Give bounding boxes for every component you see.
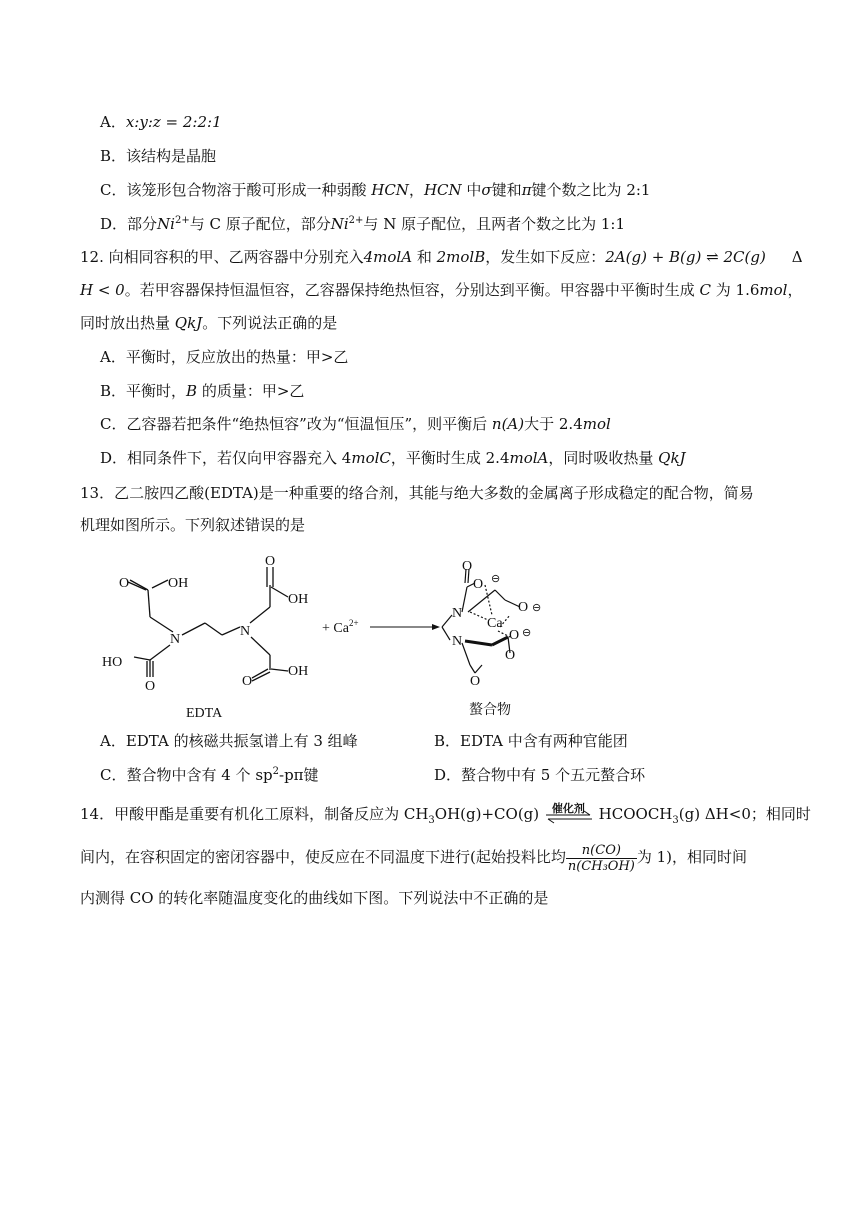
chelate-n-2: N xyxy=(452,634,463,649)
chelate-o-6: O xyxy=(470,674,481,689)
edta-label: EDTA xyxy=(186,706,223,721)
chelate-label: 螯合物 xyxy=(469,703,511,718)
charge-minus-icon: ⊖ xyxy=(522,627,532,639)
chelate-ca: Ca xyxy=(487,616,503,631)
q13-stem-line1: 13．乙二胺四乙酸(EDTA)是一种重要的络合剂，其能与绝大多数的金属离子形成稳定的配合物，简易 xyxy=(80,484,754,502)
q13-option-a: A．EDTA 的核磁共振氢谱上有 3 组峰 xyxy=(100,732,358,750)
catalyst-equilibrium-arrow: 催化剂 xyxy=(544,804,594,826)
charge-minus-icon: ⊖ xyxy=(491,573,501,585)
q11-option-b: B．该结构是晶胞 xyxy=(100,147,217,165)
q11-option-c: C．该笼形包合物溶于酸可形成一种弱酸 HCN，HCN 中σ键和π键个数之比为 2:1 xyxy=(100,181,651,199)
chelate-n-1: N xyxy=(452,606,463,621)
q12-stem-line3: 同时放出热量 QkJ。下列说法正确的是 xyxy=(80,314,338,332)
chelate-o-1: O xyxy=(462,559,473,574)
q14-stem-line3: 内测得 CO 的转化率随温度变化的曲线如下图。下列说法中不正确的是 xyxy=(80,889,549,907)
q12-option-b: B．平衡时，B 的质量：甲>乙 xyxy=(100,382,305,400)
edta-oh-3: OH xyxy=(288,664,309,679)
edta-o-3: O xyxy=(265,554,276,569)
feed-ratio-fraction: $\frac{n(CO)}{\text{n(CH₃OH)}}$ xyxy=(567,842,635,874)
q11-option-a: A．x:y:z = 2:2:1 xyxy=(100,113,222,131)
q11-option-d: D．部分$Ni^{2+}$与 C 原子配位，部分$Ni^{2+}$与 N 原子配位，且两者个数之比为 1:1 xyxy=(100,215,625,233)
q14-stem-line2: 间内，在容积固定的密闭容器中，使反应在不同温度下进行(起始投料比均 $\frac{n(CO)}{\text{n(CH₃OH)}}$ 为 1)，相同时间 xyxy=(80,842,748,874)
charge-minus-icon: ⊖ xyxy=(532,602,542,614)
edta-o-2: O xyxy=(145,679,156,694)
chelate-o-4: O xyxy=(509,628,520,643)
q13-option-c: C．螯合物中含有 4 个 $sp^2-p\pi$键 xyxy=(100,766,319,784)
q14-stem-line1: 14．甲酸甲酯是重要有机化工原料，制备反应为 $CH_3OH(g)+CO(g)$ 催化剂 $HCOOCH_3(g)$ ΔH<0；相同时 xyxy=(80,802,811,826)
equilibrium-arrow-icon xyxy=(544,804,594,826)
edta-ho: HO xyxy=(102,655,123,670)
q12-stem-line2: H < 0。若甲容器保持恒温恒容，乙容器保持绝热恒容，分别达到平衡。甲容器中平衡时生成 C 为 1.6mol， xyxy=(80,281,803,299)
chelate-o-2: O xyxy=(473,577,484,592)
q12-option-a: A．平衡时，反应放出的热量：甲>乙 xyxy=(100,348,349,366)
edta-oh-1: OH xyxy=(168,576,189,591)
reaction-arrow-head xyxy=(432,624,440,630)
edta-oh-2: OH xyxy=(288,592,309,607)
edta-n-1: N xyxy=(170,632,181,647)
q13-option-d: D．螯合物中有 5 个五元螯合环 xyxy=(434,766,646,784)
q12-stem-line1: 12. 向相同容积的甲、乙两容器中分别充入4molA 和 2molB，发生如下反应：2A(g) + B(g) ⇌ 2C(g) Δ xyxy=(80,248,803,266)
calcium-ion-label: + $Ca^{2+}$ xyxy=(322,618,359,636)
chelate-o-3: O xyxy=(518,600,529,615)
chelate-o-5: O xyxy=(505,648,516,663)
edta-structure xyxy=(128,567,288,681)
q12-option-c: C．乙容器若把条件“绝热恒容”改为“恒温恒压”，则平衡后 n(A)大于 2.4mol xyxy=(100,415,611,433)
edta-n-2: N xyxy=(240,624,251,639)
q11-option-a-math: x:y:z = 2:2:1 xyxy=(125,113,222,131)
q12-option-d: D．相同条件下，若仅向甲容器充入 4molC，平衡时生成 2.4molA，同时吸收热量 QkJ xyxy=(100,449,686,467)
edta-reaction-figure xyxy=(90,545,550,725)
edta-o-1: O xyxy=(119,576,130,591)
q13-stem-line2: 机理如图所示。下列叙述错误的是 xyxy=(80,516,306,534)
edta-o-4: O xyxy=(242,674,253,689)
q13-option-b: B．EDTA 中含有两种官能团 xyxy=(434,732,628,750)
